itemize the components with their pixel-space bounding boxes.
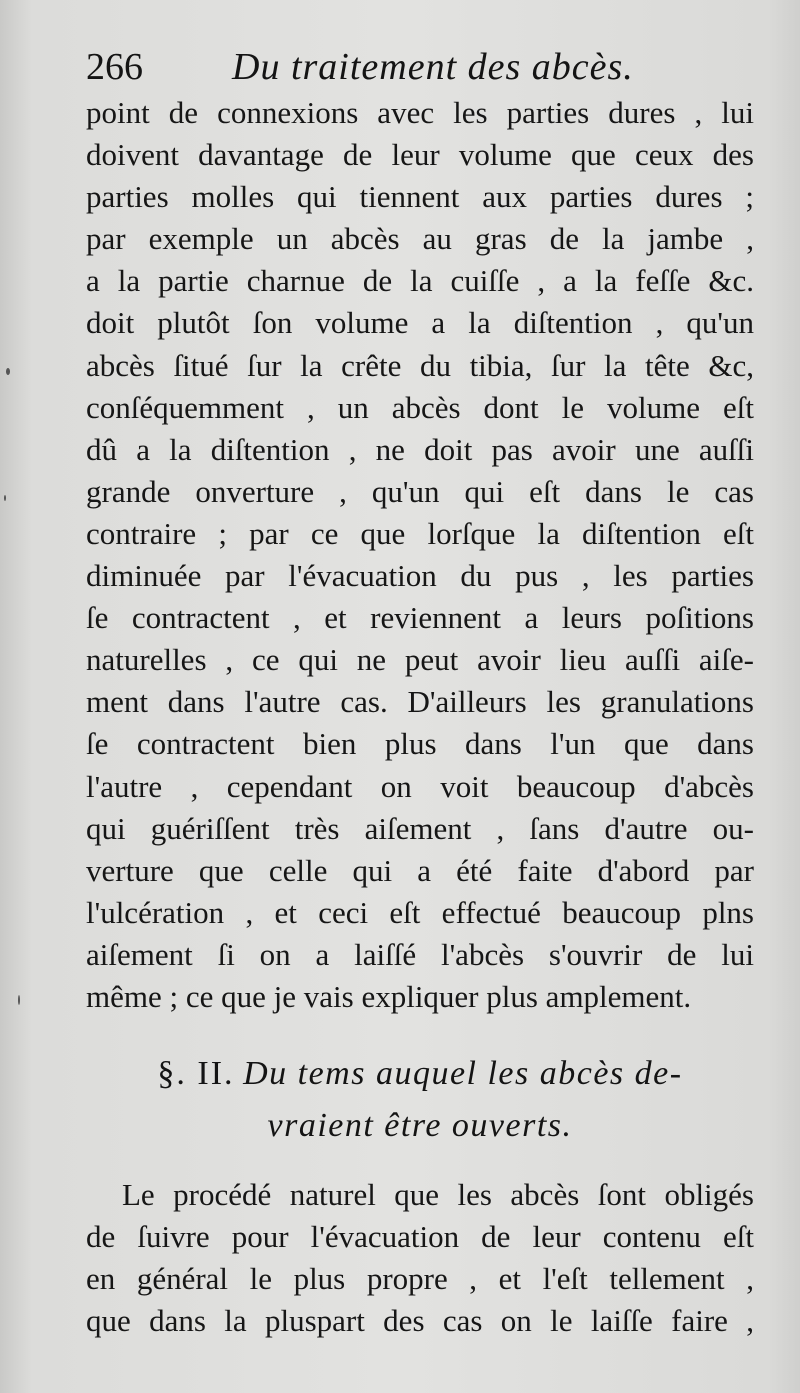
paper-speck [18,995,20,1005]
text-line: naturelles , ce qui ne peut avoir lieu auſſi aiſe- [86,642,754,678]
paragraph-1 [86,92,754,1018]
text-line: en général le plus propre , et l'eſt tellement , [86,1261,754,1297]
text-line: ment dans l'autre cas. D'ailleurs les granulations [86,684,754,720]
text-line: diminuée par l'évacuation du pus , les parties [86,558,754,594]
text-line: doivent davantage de leur volume que ceux des [86,137,754,173]
text-line: point de connexions avec les parties dures , lui [86,95,754,130]
text-line: a la partie charnue de la cuiſſe , a la feſſe &c. [86,263,754,299]
text-line: Le procédé naturel que les abcès ſont obligés [122,1177,754,1212]
text-line: conſéquemment , un abcès dont le volume eſt [86,389,754,425]
text-line: de ſuivre pour l'évacuation de leur contenu eſt [86,1219,754,1255]
text-line: ſe contractent bien plus dans l'un que dans [86,726,754,762]
running-head [86,42,746,92]
paper-speck [4,495,6,501]
text-line: abcès ſitué ſur la crête du tibia, ſur la tête &c, [86,347,754,383]
section-number: §. II. [157,1055,235,1092]
text-line: contraire ; par ce que lorſque la diſtention eſt [86,515,754,551]
text-line: aiſement ſi on a laiſſé l'abcès s'ouvrir de lui [86,936,754,972]
text-line: qui guériſſent très aiſement , ſans d'autre ou- [86,810,754,846]
text-line: doit plutôt ſon volume a la diſtention , qu'un [86,305,754,341]
section-title-part-2: vraient être ouverts. [267,1107,573,1144]
section-title-part-1: Du tems auquel les abcès de- [243,1055,683,1092]
running-title: Du traitement des abcès. [232,46,634,88]
text-line: l'ulcération , et ceci eſt effectué beaucoup plns [86,894,754,930]
text-line: parties molles qui tiennent aux parties dures ; [86,179,754,215]
text-line: que dans la pluspart des cas on le laiſſe faire , [86,1303,754,1339]
text-line: l'autre , cependant on voit beaucoup d'abcès [86,768,754,804]
text-line: ſe contractent , et reviennent a leurs poſitions [86,600,754,636]
section-heading-line-2 [86,1100,754,1152]
section-heading-line-1 [86,1048,754,1100]
text-line: grande onverture , qu'un qui eſt dans le cas [86,473,754,509]
page-number: 266 [86,46,143,88]
text-line: dû a la diſtention , ne doit pas avoir une auſſi [86,431,754,467]
text-line: même ; ce que je vais expliquer plus amplement. [86,978,692,1014]
text-line: verture que celle qui a été faite d'abord par [86,852,754,888]
section-heading [86,1048,754,1152]
paragraph-2 [86,1174,754,1342]
paper-speck [6,368,10,375]
text-line: par exemple un abcès au gras de la jambe , [86,221,754,257]
